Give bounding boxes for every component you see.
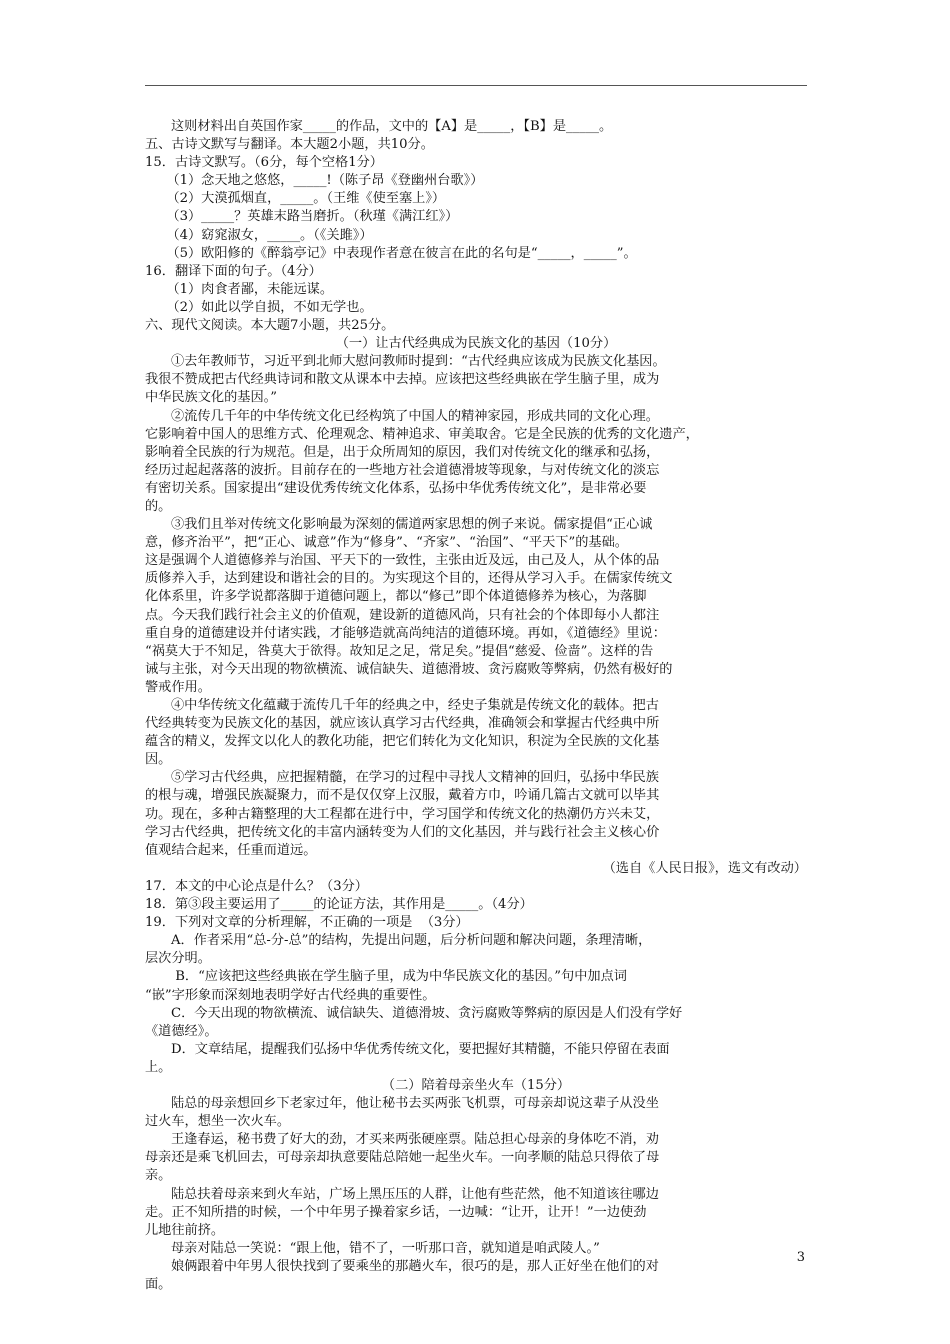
text-line: （1）肉食者鄙，未能远谋。 — [158, 281, 334, 297]
text-line: 中华民族文化的基因。” — [145, 390, 278, 406]
header-rule — [145, 85, 807, 86]
text-line: 学习古代经典，把传统文化的丰富内涵转变为人们的文化基因，并与践行社会主义核心价 — [145, 824, 660, 840]
text-line: 过火车，想坐一次火车。 — [145, 1114, 291, 1130]
text-line: ④中华传统文化蕴藏于流传几千年的经典之中，经史子集就是传统文化的载体。把古 — [171, 698, 659, 713]
text-line: 走。正不知所措的时候，一个中年男子操着家乡话，一边喊：“让开，让开！”一边使劲 — [145, 1204, 647, 1220]
text-line: ②流传几千年的中华传统文化已经构筑了中国人的精神家园，形成共同的文化心理。 — [171, 408, 659, 424]
text-line: 亲。 — [145, 1168, 172, 1184]
text-line: 有密切关系。国家提出“建设优秀传统文化体系，弘扬中华优秀传统文化”，是非常必要 — [145, 480, 647, 496]
text-line: 面。 — [145, 1277, 172, 1292]
text-line: 母亲对陆总一笑说：“跟上他，错不了，一听那口音，就知道是咱武陵人。” — [171, 1240, 600, 1256]
text-line: 这则材料出自英国作家_____的作品，文中的【A】是_____，【B】是_____。 — [171, 119, 613, 134]
text-line: （一）让古代经典成为民族文化的基因（10分） — [335, 336, 617, 352]
text-line: 五、古诗文默写与翻译。本大题2小题，共10分。 — [145, 137, 434, 153]
text-line: A．作者采用“总-分-总”的结构，先提出问题，后分析问题和解决问题，条理清晰， — [171, 933, 652, 949]
text-line: 陆总的母亲想回乡下老家过年，他让秘书去买两张飞机票，可母亲却说这辈子从没坐 — [171, 1096, 659, 1112]
text-line: 层次分明。 — [145, 951, 211, 967]
text-line: 意，修齐治平”，把“正心、诚意”作为“修身”、“齐家”、“治国”、“平天下”的基础。 — [145, 535, 628, 551]
text-line: 这是强调个人道德修养与治国、平天下的一致性，主张由近及远，由己及人，从个体的品 — [145, 553, 660, 569]
text-line: 因。 — [145, 752, 172, 768]
text-line: 王逢春运，秘书费了好大的劲，才买来两张硬座票。陆总担心母亲的身体吃不消，劝 — [171, 1132, 659, 1148]
text-line: “嵌”字形象而深刻地表明学好古代经典的重要性。 — [145, 987, 436, 1003]
text-line: 警戒作用。 — [145, 679, 211, 695]
text-line: 功。现在，多种古籍整理的大工程都在进行中，学习国学和传统文化的热潮仍方兴未艾， — [145, 806, 660, 822]
text-line: B．“应该把这些经典嵌在学生脑子里，成为中华民族文化的基因。”句中加点词 — [171, 969, 627, 985]
text-line: 它影响着中国人的思维方式、伦理观念、精神追求、审美取舍。它是全民族的优秀的文化遗产， — [145, 426, 699, 442]
text-line: C．今天出现的物欲横流、诚信缺失、道德滑坡、贪污腐败等弊病的原因是人们没有学好 — [171, 1005, 683, 1021]
text-line: （4）窈窕淑女，_____。（《关雎》） — [158, 227, 373, 243]
page-number: 3 — [796, 1250, 805, 1265]
text-line: （2）如此以学自损，不如无学也。 — [158, 299, 373, 315]
text-line: 化体系里，许多学说都落脚于道德问题上，都以“修己”即个体道德修养为核心，为落脚 — [145, 589, 647, 605]
text-line: 15．古诗文默写。（6分，每个空格1分） — [145, 155, 383, 171]
text-line: 19．下列对文章的分析理解，不正确的一项是 （3分） — [145, 915, 469, 931]
text-line: 我很不赞成把古代经典诗词和散文从课本中去掉。应该把这些经典嵌在学生脑子里，成为 — [145, 372, 660, 388]
document-body — [145, 118, 807, 1294]
text-line: 娘俩跟着中年男人很快找到了要乘坐的那趟火车，很巧的是，那人正好坐在他们的对 — [171, 1258, 659, 1274]
text-line: 影响着全民族的行为规范。但是，出于众所周知的原因，我们对传统文化的继承和弘扬， — [145, 444, 660, 460]
text-line: 上。 — [145, 1059, 172, 1075]
text-line: 点。今天我们践行社会主义的价值观，建设新的道德风尚，只有社会的个体即每小人都注 — [145, 607, 660, 623]
text-line: 质修养入手，达到建设和谐社会的目的。为实现这个目的，还得从学习入手。在儒家传统文 — [145, 571, 673, 587]
text-line: 的根与魂，增强民族凝聚力，而不是仅仅穿上汉服，戴着方巾，吟诵几篇古文就可以毕其 — [145, 788, 660, 804]
text-line: 蕴含的精义，发挥文以化人的教化功能，把它们转化为文化知识，积淀为全民族的文化基 — [145, 734, 660, 750]
text-line: 18．第③段主要运用了_____的论证方法，其作用是_____。（4分） — [145, 897, 533, 913]
text-line: 诫与主张，对今天出现的物欲横流、诚信缺失、道德滑坡、贪污腐败等弊病，仍然有极好的 — [145, 661, 673, 677]
text-line: “祸莫大于不知足，咎莫大于欲得。故知足之足，常足矣。”提倡“慈爱、俭啬”。这样的告 — [145, 643, 654, 659]
text-line: （二）陪着母亲坐火车（15分） — [381, 1077, 571, 1093]
text-line: 17．本文的中心论点是什么？（3分） — [145, 878, 368, 894]
text-line: ③我们且举对传统文化影响最为深刻的儒道两家思想的例子来说。儒家提倡“正心诚 — [171, 517, 653, 533]
text-line: （5）欧阳修的《醉翁亭记》中表现作者意在彼言在此的名句是“_____，_____”。 — [158, 245, 637, 261]
text-line: 16．翻译下面的句子。（4分） — [145, 263, 322, 279]
text-line: 陆总扶着母亲来到火车站，广场上黑压压的人群，让他有些茫然，他不知道该往哪边 — [171, 1186, 659, 1202]
text-line: 《道德经》。 — [145, 1023, 218, 1039]
text-line: （2）大漠孤烟直，_____。（王维《使至塞上》） — [158, 191, 446, 207]
text-line: 儿地往前挤。 — [145, 1222, 225, 1238]
text-line: ⑤学习古代经典，应把握精髓，在学习的过程中寻找人文精神的回归，弘扬中华民族 — [171, 770, 659, 786]
text-line: 经历过起起落落的波折。目前存在的一些地方社会道德滑坡等现象，与对传统文化的淡忘 — [145, 462, 660, 478]
text-line: （1）念天地之悠悠，_____!（陈子昂《登幽州台歌》） — [158, 173, 484, 189]
text-line: D．文章结尾，提醒我们弘扬中华优秀传统文化，要把握好其精髓，不能只停留在表面 — [171, 1041, 670, 1057]
text-line: 重自身的道德建设并付诸实践，才能够造就高尚纯洁的道德环境。再如，《道德经》里说： — [145, 625, 666, 641]
text-line: 母亲还是乘飞机回去，可母亲却执意要陆总陪她一起坐火车。一向孝顺的陆总只得依了母 — [145, 1150, 660, 1166]
text-line: 代经典转变为民族文化的基因，就应该认真学习古代经典，准确领会和掌握古代经典中所 — [145, 716, 660, 732]
text-line: 六、现代文阅读。本大题7小题，共25分。 — [145, 318, 395, 334]
text-line: （3）_____？英雄末路当磨折。（秋瑾《满江红》） — [158, 209, 459, 225]
text-line: ①去年教师节，习近平到北师大慰问教师时提到：“古代经典应该成为民族文化基因。 — [171, 354, 666, 370]
text-line: （选自《人民日报》，选文有改动） — [602, 860, 807, 876]
text-line: 值观结合起来，任重而道远。 — [145, 842, 317, 858]
text-line: 的。 — [145, 498, 172, 514]
